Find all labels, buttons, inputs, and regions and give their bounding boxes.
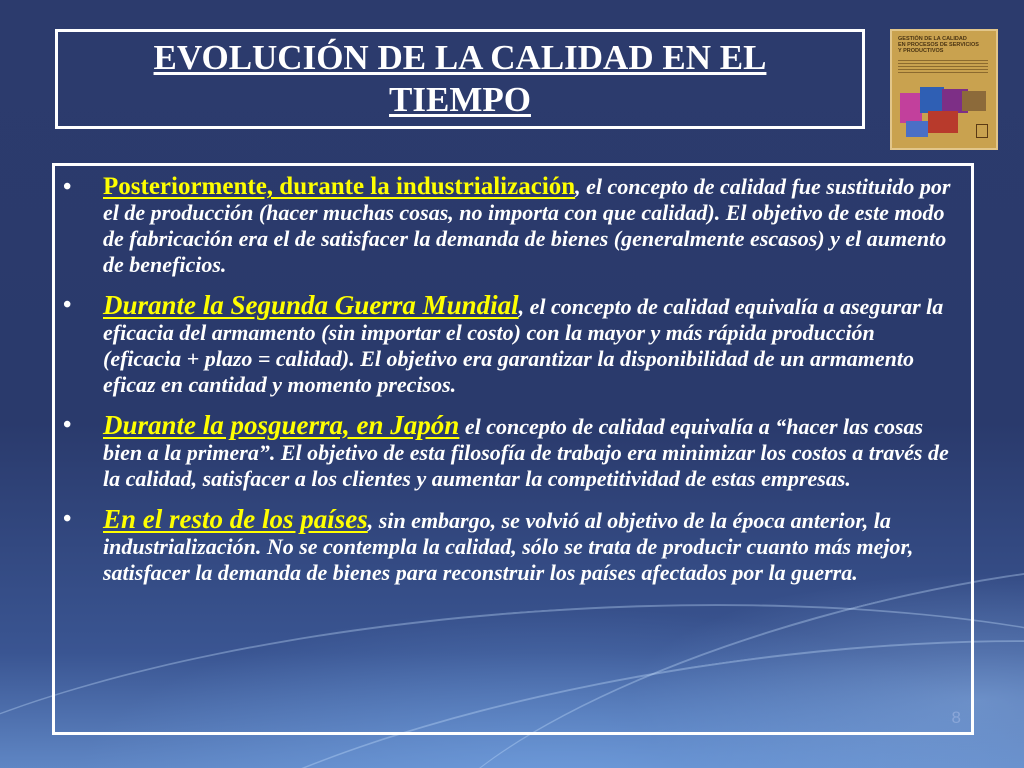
bullet-text: , el concepto de calidad equivalía a asegurar la eficacia del armamento (sin importar el costo) con la mayor y más rápida producción (eficacia + plazo = calidad). El objetivo era garantizar la disponibilidad de un armamento eficaz en cantidad y momento precisos.	[103, 294, 944, 397]
bullet-heading: Durante la posguerra, en Japón	[103, 410, 460, 440]
book-cover-image	[890, 29, 998, 150]
bullet-icon: •	[63, 174, 72, 200]
book-cover-title	[898, 36, 988, 54]
content-box	[52, 163, 974, 735]
bullet-icon: •	[63, 412, 72, 438]
book-art-block	[962, 91, 986, 111]
bullet-icon: •	[63, 506, 72, 532]
book-art-block	[928, 111, 958, 133]
bullet-heading: En el resto de los países	[103, 504, 368, 534]
bullet-heading: Posteriormente, durante la industrialización	[103, 173, 576, 200]
bullet-text: el concepto de calidad equivalía a “hacer las cosas bien a la primera”. El objetivo de esta filosofía de trabajo era minimizar los costos a través de la calidad, satisfacer a los clientes y aumentar la competitividad de estas empresas.	[103, 414, 949, 491]
book-title-line: Y PRODUCTIVOS	[898, 48, 944, 54]
slide-title: EVOLUCIÓN DE LA CALIDAD EN EL TIEMPO	[153, 38, 767, 119]
book-art-block	[900, 93, 922, 123]
bullet-item	[55, 174, 955, 278]
bullet-item	[55, 412, 955, 492]
bullet-icon: •	[63, 292, 72, 318]
title-box	[55, 29, 865, 129]
bullet-list	[55, 174, 955, 600]
bullet-heading: Durante la Segunda Guerra Mundial	[103, 290, 519, 320]
page-number: 8	[951, 708, 961, 727]
book-art-block	[920, 87, 944, 113]
book-authors-lines	[898, 60, 988, 74]
bullet-item	[55, 292, 955, 398]
book-art-block	[906, 121, 928, 137]
bullet-item	[55, 506, 955, 586]
bullet-text: , el concepto de calidad fue sustituido por el de producción (hacer muchas cosas, no importa con que calidad). El objetivo de este modo de fabricación era el de satisfacer la demanda de bienes (generalmente escasos) y el aumento de beneficios.	[103, 174, 951, 277]
institution-seal-icon	[976, 124, 988, 138]
book-title-line: EN PROCESOS DE SERVICIOS	[898, 42, 979, 48]
bullet-text: , sin embargo, se volvió al objetivo de la época anterior, la industrialización. No se contempla la calidad, sólo se trata de producir cuanto más mejor, satisfacer la demanda de bienes para reconstruir los países afectados por la guerra.	[103, 508, 914, 585]
book-title-line: GESTIÓN DE LA CALIDAD	[898, 36, 967, 42]
